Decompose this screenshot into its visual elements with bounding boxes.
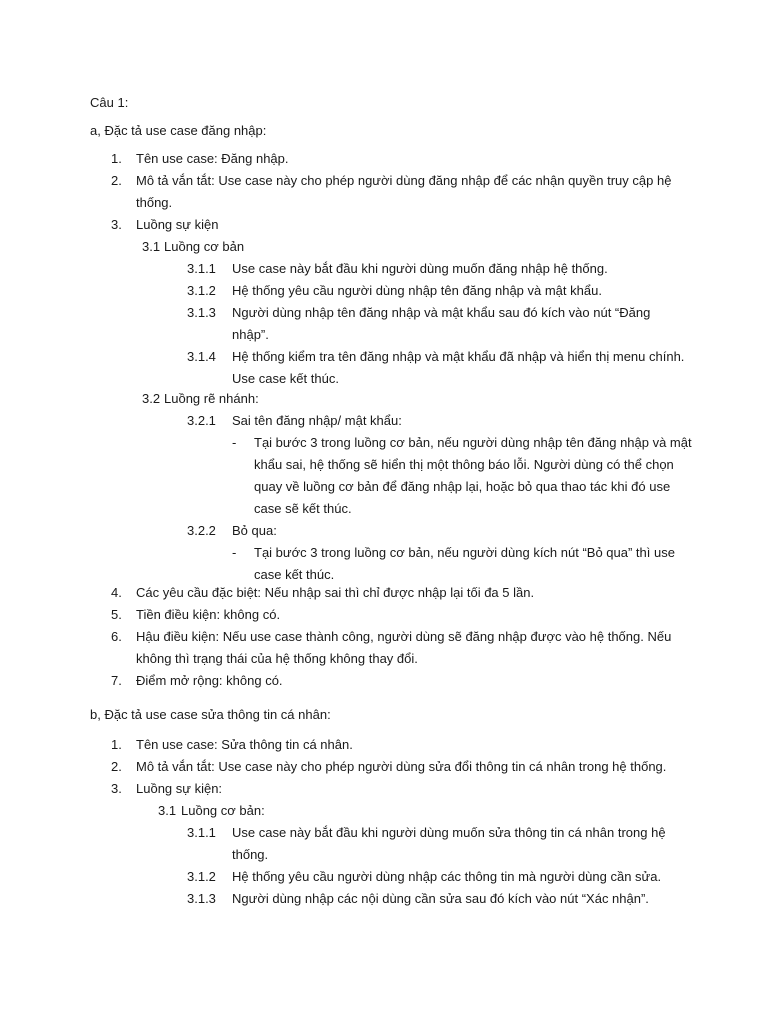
list-item: 2. Mô tả vắn tắt: Use case này cho phép người dùng sửa đổi thông tin cá nhân trong hệ thống.	[111, 759, 667, 774]
step-item: 3.2.2 Bỏ qua:	[187, 523, 277, 538]
step-item: 3.1.4 Hệ thống kiểm tra tên đăng nhập và mật khẩu đã nhập và hiển thị menu chính.	[187, 349, 685, 364]
list-item: 5. Tiền điều kiện: không có.	[111, 607, 281, 622]
step-item: 3.2.1 Sai tên đăng nhập/ mật khẩu:	[187, 413, 402, 428]
list-item: 2. Mô tả vắn tắt: Use case này cho phép người dùng đăng nhập để các nhận quyền truy cập hệ	[111, 173, 672, 188]
part-a-basic-flow: 3.1 Luồng cơ bản 3.1.1 Use case này bắt đầu khi người dùng muốn đăng nhập hệ thống. 3.1.2 Hệ thống yêu cầu người dùng nhập tên đăng nhập và mật khẩu. 3.1.3 Người dùng nhập tên đăng nhập và mật khẩu sau đó kích vào nút “Đăng nhập”. 3.1.4 Hệ thống kiểm tra tên đăng nhập và mật khẩu đã nhập và hiển thị menu chính. Use case kết thúc.	[0, 236, 768, 390]
bullet-item: - Tại bước 3 trong luồng cơ bản, nếu người dùng kích nút “Bỏ qua” thì use	[232, 545, 675, 560]
step-item: 3.1.3 Người dùng nhập các nội dùng cần sửa sau đó kích vào nút “Xác nhận”.	[187, 891, 649, 906]
step-item: 3.1.2 Hệ thống yêu cầu người dùng nhập tên đăng nhập và mật khẩu.	[187, 283, 602, 298]
list-item: 3. Luồng sự kiện	[111, 217, 219, 232]
step-item: 3.1.3 Người dùng nhập tên đăng nhập và mật khẩu sau đó kích vào nút “Đăng	[187, 305, 651, 320]
list-item: 1. Tên use case: Sửa thông tin cá nhân.	[111, 737, 353, 752]
part-a-list-continued: 4. Các yêu cầu đặc biệt: Nếu nhập sai thì chỉ được nhập lại tối đa 5 lần. 5. Tiền điều kiện: không có. 6. Hậu điều kiện: Nếu use case thành công, người dùng sẽ đăng nhập được vào hệ thống. Nếu không thì trạng thái của hệ thống không thay đổi. 7. Điểm mở rộng: không có.	[0, 582, 768, 692]
list-item: 4. Các yêu cầu đặc biệt: Nếu nhập sai thì chỉ được nhập lại tối đa 5 lần.	[111, 585, 535, 600]
subsection-title: 3.1 Luồng cơ bản	[142, 239, 245, 254]
step-item: 3.1.1 Use case này bắt đầu khi người dùng muốn đăng nhập hệ thống.	[187, 261, 608, 276]
part-a-list: 1. Tên use case: Đăng nhập. 2. Mô tả vắn tắt: Use case này cho phép người dùng đăng nhập để các nhận quyền truy cập hệ thống. 3. Luồng sự kiện	[0, 148, 768, 236]
part-b-heading: b, Đặc tả use case sửa thông tin cá nhân:	[90, 707, 331, 722]
question-label: Câu 1:	[90, 95, 129, 110]
step-item: 3.1.1 Use case này bắt đầu khi người dùng muốn sửa thông tin cá nhân trong hệ	[187, 825, 666, 840]
step-item: 3.1.2 Hệ thống yêu cầu người dùng nhập các thông tin mà người dùng cần sửa.	[187, 869, 662, 884]
list-item: 1. Tên use case: Đăng nhập.	[111, 151, 289, 166]
part-a-alt-flow: 3.2 Luồng rẽ nhánh: 3.2.1 Sai tên đăng nhập/ mật khẩu: - Tại bước 3 trong luồng cơ bản, nếu người dùng nhập tên đăng nhập và mật khẩu sai, hệ thống sẽ hiển thị một thông báo lỗi. Người dùng có thể chọn quay về luồng cơ bản để đăng nhập lại, hoặc bỏ qua thao tác khi đó use case sẽ kết thúc. 3.2.2 Bỏ qua: - Tại bước 3 trong luồng cơ bản, nếu người dùng kích nút “Bỏ qua” thì use case kết thúc.	[0, 388, 768, 586]
bullet-item: - Tại bước 3 trong luồng cơ bản, nếu người dùng nhập tên đăng nhập và mật	[232, 435, 692, 450]
subsection-title: 3.1 Luồng cơ bản:	[158, 803, 265, 818]
list-item: 3. Luồng sự kiện:	[111, 781, 223, 796]
list-item: 7. Điểm mở rộng: không có.	[111, 673, 283, 688]
part-b-list: 1. Tên use case: Sửa thông tin cá nhân. 2. Mô tả vắn tắt: Use case này cho phép người dùng sửa đổi thông tin cá nhân trong hệ thống. 3. Luồng sự kiện: 3.1 Luồng cơ bản: 3.1.1 Use case này bắt đầu khi người dùng muốn sửa thông tin cá nhân trong hệ thống. 3.1.2 Hệ thống yêu cầu người dùng nhập các thông tin mà người dùng cần sửa. 3.1.3 Người dùng nhập các nội dùng cần sửa sau đó kích vào nút “Xác nhận”.	[0, 734, 768, 910]
subsection-title: 3.2 Luồng rẽ nhánh:	[142, 391, 259, 406]
part-a-heading: a, Đặc tả use case đăng nhập:	[90, 123, 267, 138]
list-item: 6. Hậu điều kiện: Nếu use case thành công, người dùng sẽ đăng nhập được vào hệ thống. Nếu	[111, 629, 672, 644]
